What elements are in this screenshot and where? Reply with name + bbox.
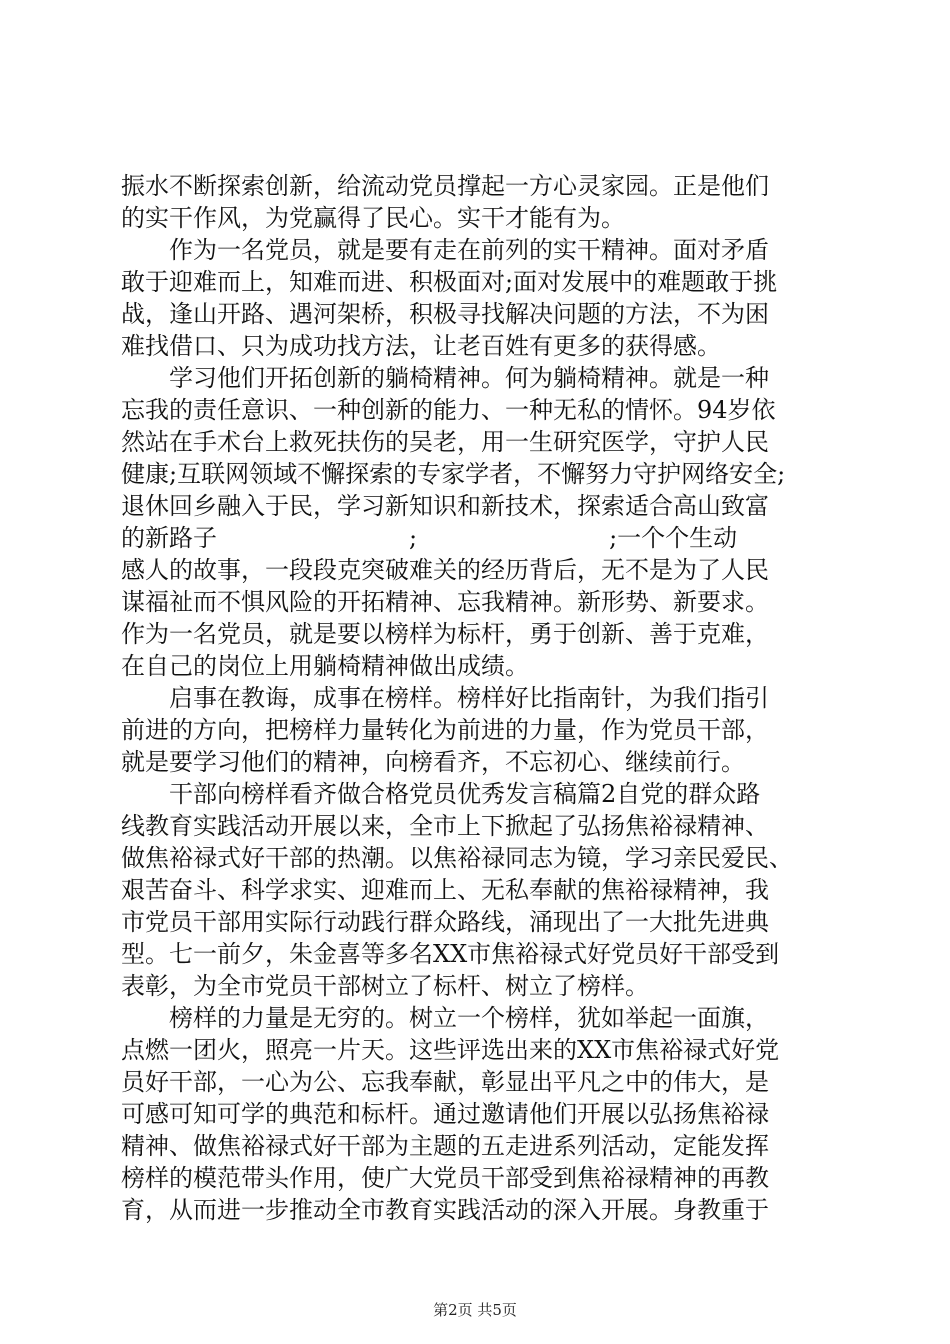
text-line: 忘我的责任意识、一种创新的能力、一种无私的情怀。94岁依 <box>121 396 776 424</box>
text-line: 作为一名党员，就是要以榜样为标杆，勇于创新、善于克难， <box>121 620 769 648</box>
text-line: 可感可知可学的典范和标杆。通过邀请他们开展以弘扬焦裕禄 <box>121 1100 769 1128</box>
text-line: 难找借口、只为成功找方法，让老百姓有更多的获得感。 <box>121 332 721 360</box>
text-line: 敢于迎难而上，知难而进、积极面对;面对发展中的难题敢于挑 <box>121 268 778 296</box>
text-line: 艰苦奋斗、科学求实、迎难而上、无私奉献的焦裕禄精神，我 <box>121 876 769 904</box>
text-line: 的新路子 ; ;一个个生动 <box>121 524 738 552</box>
text-line: 型。七一前夕，朱金喜等多名XX市焦裕禄式好党员好干部受到 <box>121 940 780 968</box>
text-line: 员好干部，一心为公、忘我奉献，彰显出平凡之中的伟大，是 <box>121 1068 769 1096</box>
text-line: 就是要学习他们的精神，向榜看齐，不忘初心、继续前行。 <box>121 748 745 776</box>
text-line: 然站在手术台上救死扶伤的吴老，用一生研究医学，守护人民 <box>121 428 769 456</box>
text-line: 干部向榜样看齐做合格党员优秀发言稿篇2自党的群众路 <box>121 780 761 808</box>
text-line: 振水不断探索创新，给流动党员撑起一方心灵家园。正是他们 <box>121 172 769 200</box>
text-line: 在自己的岗位上用躺椅精神做出成绩。 <box>121 652 529 680</box>
text-line: 线教育实践活动开展以来，全市上下掀起了弘扬焦裕禄精神、 <box>121 812 769 840</box>
text-line: 市党员干部用实际行动践行群众路线，涌现出了一大批先进典 <box>121 908 769 936</box>
text-line: 精神、做焦裕禄式好干部为主题的五走进系列活动，定能发挥 <box>121 1132 769 1160</box>
text-line: 点燃一团火，照亮一片天。这些评选出来的XX市焦裕禄式好党 <box>121 1036 780 1064</box>
text-line: 表彰，为全市党员干部树立了标杆、树立了榜样。 <box>121 972 649 1000</box>
text-line: 学习他们开拓创新的躺椅精神。何为躺椅精神。就是一种 <box>121 364 769 392</box>
text-line: 谋福祉而不惧风险的开拓精神、忘我精神。新形势、新要求。 <box>121 588 769 616</box>
text-line: 启事在教诲，成事在榜样。榜样好比指南针，为我们指引 <box>121 684 769 712</box>
text-line: 作为一名党员，就是要有走在前列的实干精神。面对矛盾 <box>121 236 769 264</box>
text-line: 育，从而进一步推动全市教育实践活动的深入开展。身教重于 <box>121 1196 769 1224</box>
text-line: 战，逢山开路、遇河架桥，积极寻找解决问题的方法，不为困 <box>121 300 769 328</box>
text-line: 榜样的模范带头作用，使广大党员干部受到焦裕禄精神的再教 <box>121 1164 769 1192</box>
text-line: 前进的方向，把榜样力量转化为前进的力量，作为党员干部， <box>121 716 769 744</box>
text-line: 做焦裕禄式好干部的热潮。以焦裕禄同志为镜，学习亲民爱民、 <box>121 844 793 872</box>
document-body <box>121 170 833 1226</box>
text-line: 感人的故事，一段段克突破难关的经历背后，无不是为了人民 <box>121 556 769 584</box>
page-number-footer: 第2页 共5页 <box>433 1301 517 1319</box>
text-line: 健康;互联网领域不懈探索的专家学者，不懈努力守护网络安全; <box>121 460 786 488</box>
text-line: 退休回乡融入于民，学习新知识和新技术，探索适合高山致富 <box>121 492 769 520</box>
text-line: 的实干作风，为党赢得了民心。实干才能有为。 <box>121 204 625 232</box>
text-line: 榜样的力量是无穷的。树立一个榜样，犹如举起一面旗， <box>121 1004 769 1032</box>
